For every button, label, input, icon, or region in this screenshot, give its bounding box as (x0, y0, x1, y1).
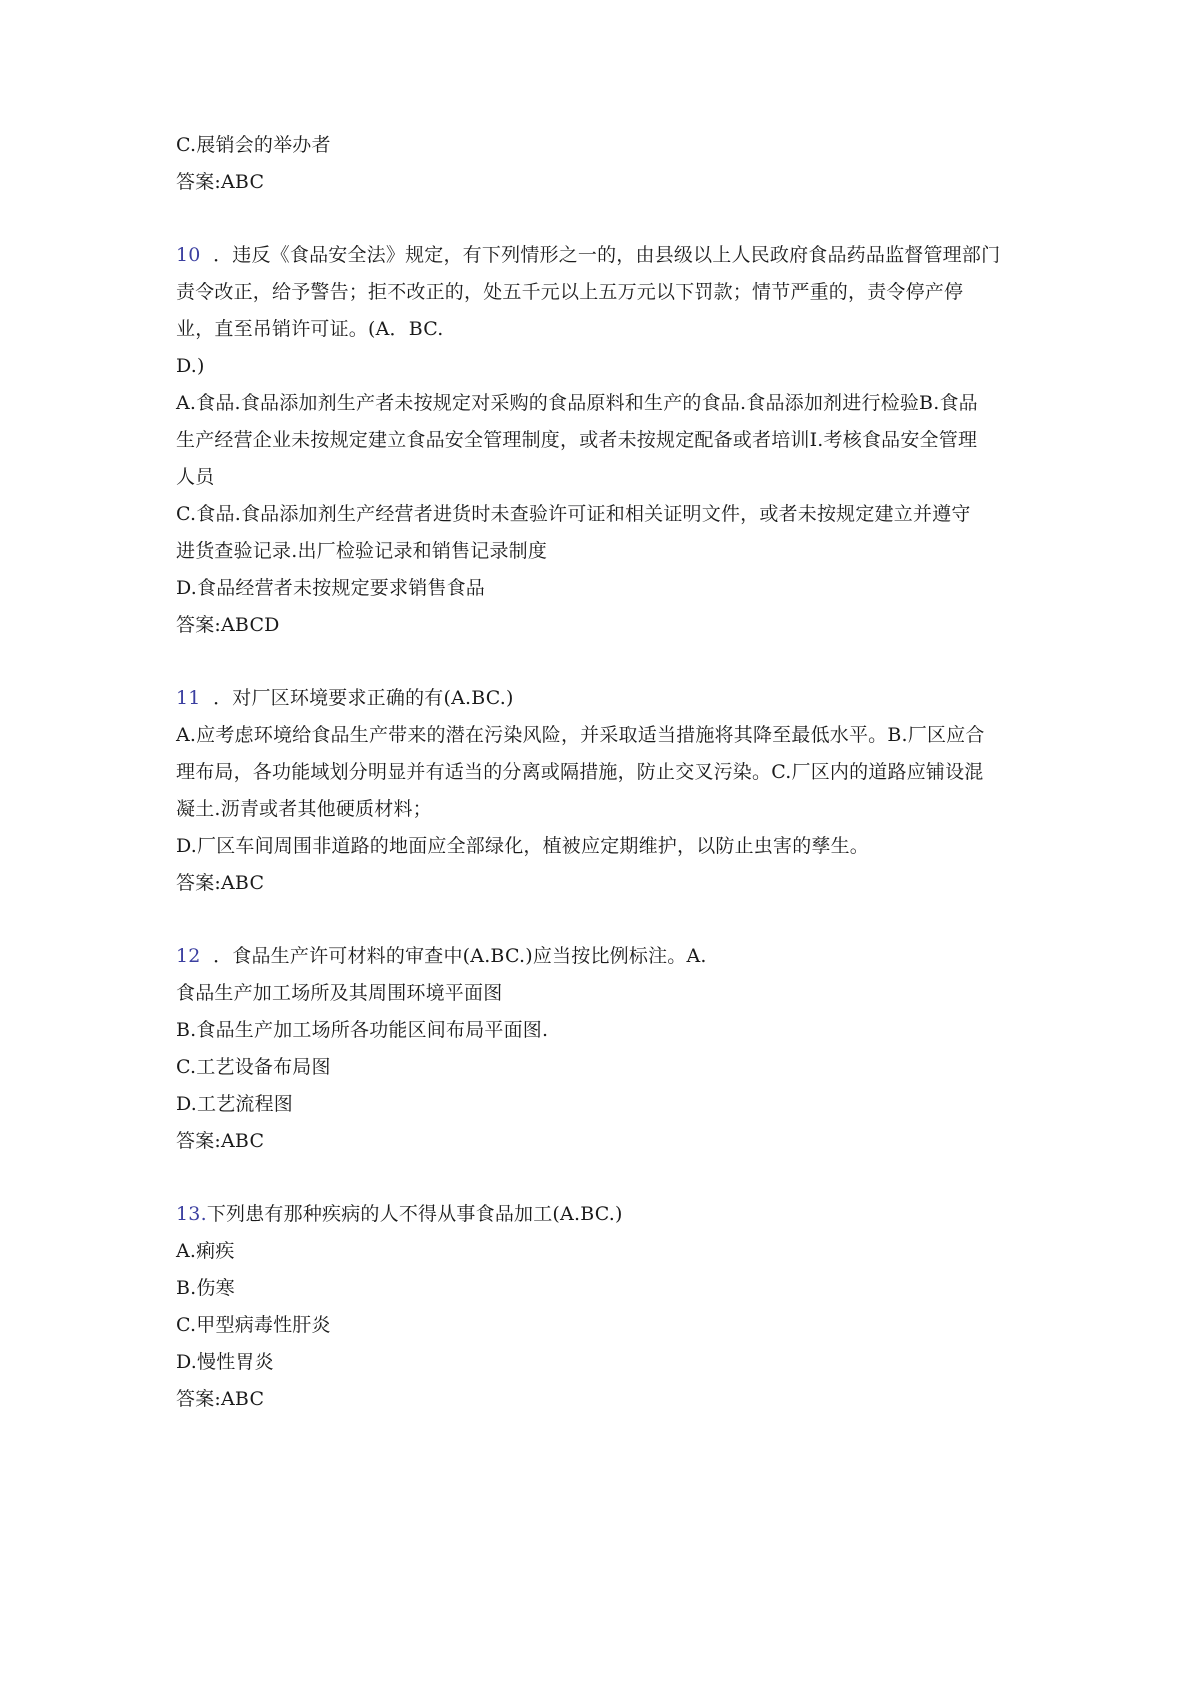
prev-answer: 答案:ABC (176, 171, 265, 193)
question-11-number: 11 (176, 687, 201, 709)
question-13 (176, 1196, 1036, 1418)
question-13-title: 下列患有那种疾病的人不得从事食品加工(A.BC.) (206, 1203, 623, 1225)
question-10 (176, 237, 1036, 644)
question-13-answer: 答案:ABC (176, 1388, 265, 1410)
question-11-option-line: A.应考虑环境给食品生产带来的潜在污染风险，并采取适当措施将其降至最低水平。B.厂区应合 (176, 724, 985, 746)
question-12-option-line: C.工艺设备布局图 (176, 1056, 331, 1078)
question-12-option-line: D.工艺流程图 (176, 1093, 293, 1115)
question-10-text-1: ．违反《食品安全法》规定，有下列情形之一的，由县级以上人民政府食品药品监督管理部门 (213, 244, 1001, 266)
question-11-title: ．对厂区环境要求正确的有(A.BC.) (213, 687, 514, 709)
question-10-option-line: A.食品.食品添加剂生产者未按规定对采购的食品原料和生产的食品.食品添加剂进行检验B.食品 (176, 392, 978, 414)
document-page (176, 127, 1036, 1418)
question-13-option-line: D.慢性胃炎 (176, 1351, 274, 1373)
question-12-number: 12 (176, 945, 201, 967)
question-11-answer: 答案:ABC (176, 872, 265, 894)
question-12-title: ．食品生产许可材料的审查中(A.BC.)应当按比例标注。A. (213, 945, 707, 967)
question-11 (176, 680, 1036, 902)
question-12-option-line: 食品生产加工场所及其周围环境平面图 (176, 982, 503, 1004)
question-13-option-line: B.伤寒 (176, 1277, 235, 1299)
question-10-option-line: 生产经营企业未按规定建立食品安全管理制度，或者未按规定配备或者培训I.考核食品安全管理 (176, 429, 978, 451)
question-12-option-line: B.食品生产加工场所各功能区间布局平面图. (176, 1019, 549, 1041)
question-12-answer: 答案:ABC (176, 1130, 265, 1152)
prev-option-c: C.展销会的举办者 (176, 134, 331, 156)
question-10-option-line: D.食品经营者未按规定要求销售食品 (176, 577, 485, 599)
question-13-number: 13. (176, 1203, 207, 1225)
question-12-title-line (176, 938, 1036, 975)
question-13-option-line: A.痢疾 (176, 1240, 235, 1262)
question-10-line-2: 责令改正，给予警告；拒不改正的，处五千元以上五万元以下罚款；情节严重的，责令停产停 (176, 281, 964, 303)
question-10-option-line: C.食品.食品添加剂生产经营者进货时未查验许可证和相关证明文件，或者未按规定建立并遵守 (176, 503, 971, 525)
question-10-answer: 答案:ABCD (176, 614, 280, 636)
question-10-line-1 (176, 237, 1036, 274)
question-10-line-3: 业，直至吊销许可证。(A．BC. (176, 318, 444, 340)
question-11-option-line: 理布局，各功能域划分明显并有适当的分离或隔措施，防止交叉污染。C.厂区内的道路应铺设混 (176, 761, 984, 783)
question-12 (176, 938, 1036, 1160)
question-11-option-line: 凝土.沥青或者其他硬质材料； (176, 798, 432, 820)
question-11-option-line: D.厂区车间周围非道路的地面应全部绿化，植被应定期维护，以防止虫害的孳生。 (176, 835, 869, 857)
question-10-option-line: 人员 (176, 466, 215, 488)
question-10-option-line: 进货查验记录.出厂检验记录和销售记录制度 (176, 540, 548, 562)
question-13-option-line: C.甲型病毒性肝炎 (176, 1314, 331, 1336)
question-13-title-line (176, 1196, 1036, 1233)
question-10-number: 10 (176, 244, 201, 266)
question-10-line-4: D.) (176, 355, 205, 377)
question-11-title-line (176, 680, 1036, 717)
